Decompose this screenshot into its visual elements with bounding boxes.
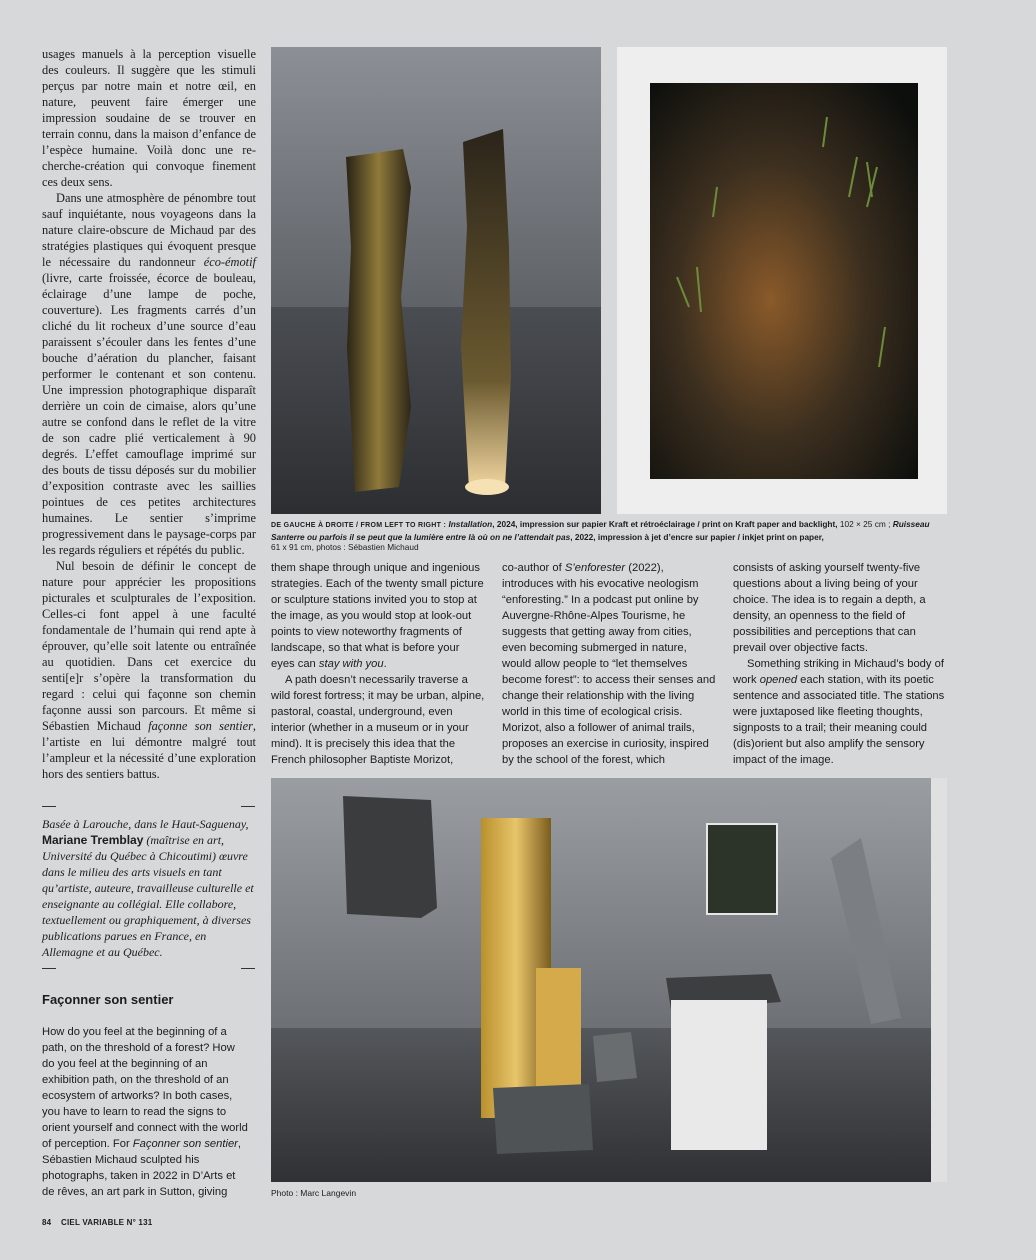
english-column-3: co-author of S’enforester (2022), introduces with his evocative neologism “enforesting.” In a podcast put online by Auvergne-Rhône-Alpes Tourisme, he suggests that getting away from cities, even becoming submerged in nature, would allow people to “let themselves become forest”: to access their senses and change their relationship with the living world in this time of ecological crisis. Morizot, also a follower of animal trails, proposes an exercise in curiosity, inspired by the school of the forest, which xyxy=(502,562,716,766)
magazine-name: CIEL VARIABLE N° 131 xyxy=(61,1218,153,1227)
french-paragraph-2: Dans une atmosphère de pénombre tout sauf inquiétante, nous voyageons dans la nature claire-obscure de Michaud par des stratégies plastiques qui évoquent presque le nécessaire du randonneur éco-émotif (livre, carte froissée, écorce de bouleau, éclairage d’une lampe de poche, couverture). Les fragments carrés d’un cliché du lit rocheux d’une source d’eau paraissent s’écouler dans les fentes d’une bouche d’aération du plancher, faisant performer le contenant et son contenu. Une impression photographique disparaît derrière un coin de cimaise, alors qu’une autre se confond dans le reflet de la vitre de son cadre plié verticalement à 90 degrés. L’effet camouflage imprimé sur des bouts de tissu déposés sur du mobilier d’exposition contraste avec les saillies pointues de ces petites architectures humaines. Le sentier s’imprime progressivement dans le paysage-corps par les regards réguliers et répétés du public. xyxy=(42,191,256,557)
french-paragraph-1: usages manuels à la perception visuelle des couleurs. Il suggère que les stimuli perçus par notre main et notre œil, en nature, peuvent faire émerger une impression soudaine de se trouver en terrain connu, dans la maison d’enfance de l’espèce humaine. Voilà donc une re-cherche-création qui convoque finement ces deux sens. xyxy=(42,47,256,189)
page-number: 84 xyxy=(42,1218,52,1227)
gallery-photo xyxy=(271,778,947,1182)
english-column-1: How do you feel at the beginning of a path, on the threshold of a forest? How do you feel at the beginning of an exhibition path, on the threshold of an ecosystem of artworks? In both cases, you have to learn to read the signs to orient yourself and connect with the world of perception. For Façonner son sentier, Sébastien Michaud sculpted his photographs, taken in 2022 in D’Arts et de rêves, an art park in Sutton, giving xyxy=(42,1026,248,1198)
author-bio: Basée à Larouche, dans le Haut-Saguenay, Mariane Tremblay (maîtrise en art, Université du Québec à Chicoutimi) œuvre dans le milieu des arts visuels en tant qu’artiste, auteure, travailleuse culturelle et enseignante au collégial. Elle collabore, textuellement ou graphiquement, à diverses publications parues en France, en Allemagne et au Québec. xyxy=(42,817,254,959)
stream-illustration xyxy=(617,47,947,514)
gallery-illustration xyxy=(271,778,947,1182)
installation-illustration xyxy=(271,47,601,514)
french-column xyxy=(42,46,256,782)
photo-caption: DE GAUCHE À DROITE / FROM LEFT TO RIGHT : Installation, 2024, impression sur papier Kraft et rétroéclairage / print on Kraft paper and backlight, 102 × 25 cm ; Ruisseau Santerre ou parfois il se peut que la lumière entre là où on ne l’attendait pas, 2022, impression à jet d’encre sur papier / inkjet print on paper, 61 x 91 cm, photos : Sébastien Michaud xyxy=(271,519,930,552)
english-section-title: Façonner son sentier xyxy=(42,992,174,1007)
english-column-2: them shape through unique and ingenious strategies. Each of the twenty small picture or sculpture stations invited you to stop at the image, as you would stop at look-out points to view noteworthy fragments of landscape, so that what is before your eyes can stay with you. A path doesn’t necessarily traverse a wild forest fortress; it may be urban, alpine, pastoral, coastal, underground, even interior (whether in a museum or in your mind). It is precisely this idea that the French philosopher Baptiste Morizot, xyxy=(271,562,485,766)
french-paragraph-3: Nul besoin de définir le concept de nature pour apprécier les propositions picturales et sculpturales de l’exposition. Celles-ci font appel à une faculté fondamentale de l’humain qui rend apte à éprouver, qu’elle soit latente ou entraînée au quotidien. Dans cet exercice du senti[e]r s’opère la transformation du regard : celui qui façonne son chemin façonne aussi son parcours. Et même si Sébastien Michaud façonne son sentier, l’artiste en lui démontre malgré tout l’ampleur et la nécessité d’une exploration hors des sentiers battus. xyxy=(42,559,257,781)
bio-rule-top-right xyxy=(241,806,255,807)
installation-photo xyxy=(271,47,601,514)
photo-credit: Photo : Marc Langevin xyxy=(271,1188,357,1198)
page-footer xyxy=(42,1218,152,1227)
bio-rule-top-left xyxy=(42,806,56,807)
author-name: Mariane Tremblay xyxy=(42,833,144,847)
english-column-4: consists of asking yourself twenty-five questions about a living being of your choice. The idea is to regain a depth, a density, an openness to the field of possibilities and perceptions that can prevail over objective facts. Something striking in Michaud’s body of work opened each station, with its poetic sentence and associated title. The stations were juxtaposed like fleeting thoughts, signposts to a trail; their meaning could (dis)orient but also amplify the sensory impact of the image. xyxy=(733,562,945,766)
bio-rule-bottom-left xyxy=(42,968,56,969)
bio-rule-bottom-right xyxy=(241,968,255,969)
stream-print-photo xyxy=(617,47,947,514)
